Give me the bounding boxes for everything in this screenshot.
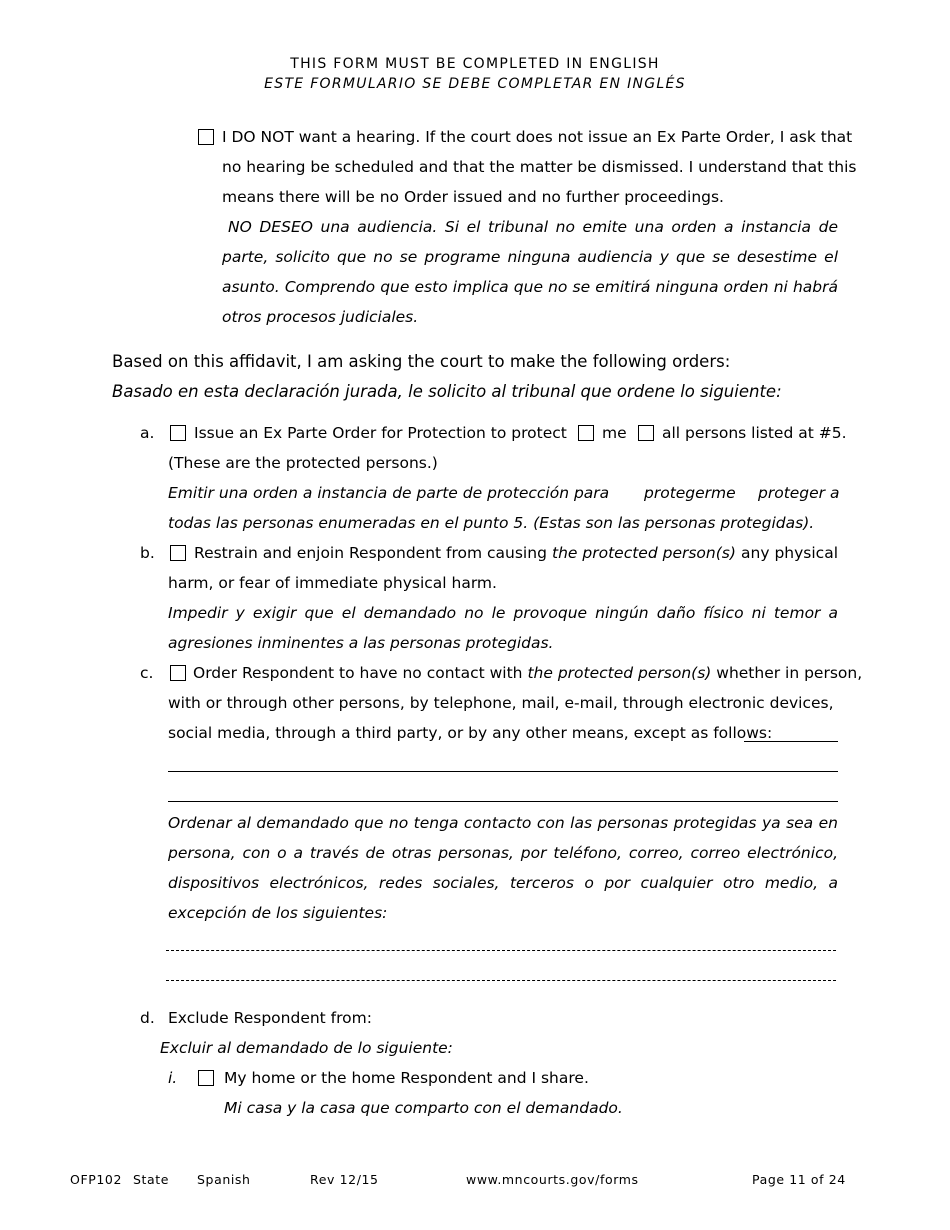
- item-c-es-2: persona, con o a través de otras personas, por teléfono, correo, correo electrónico,: [168, 844, 838, 862]
- header-english: THIS FORM MUST BE COMPLETED IN ENGLISH: [290, 56, 660, 72]
- item-c-es-3: dispositivos electrónicos, redes sociales, terceros o por cualquier otro medio, a: [168, 874, 838, 892]
- no-hearing-en-1: I DO NOT want a hearing. If the court does not issue an Ex Parte Order, I ask that: [222, 128, 853, 146]
- item-b-es-1: Impedir y exigir que el demandado no le provoque ningún daño físico ni temor a: [168, 604, 838, 622]
- item-b-en-2: harm, or fear of immediate physical harm.: [168, 574, 497, 592]
- item-c-es-1: Ordenar al demandado que no tenga contacto con las personas protegidas ya sea en: [168, 814, 838, 832]
- item-d-es: Excluir al demandado de lo siguiente:: [160, 1039, 453, 1057]
- footer-url[interactable]: www.mncourts.gov/forms: [466, 1172, 639, 1187]
- item-a-es-1c: proteger a: [758, 484, 840, 502]
- item-d-letter: d.: [140, 1009, 155, 1027]
- item-a-es-1a: Emitir una orden a instancia de parte de protección para: [168, 484, 610, 502]
- item-c-checkbox[interactable]: [170, 665, 186, 681]
- item-b-en-1b: the protected person(s): [552, 544, 736, 562]
- item-d-i-numeral: i.: [168, 1069, 178, 1087]
- item-d-i-es: Mi casa y la casa que comparto con el demandado.: [224, 1099, 623, 1117]
- item-c-en-1: [193, 658, 862, 688]
- item-a-me-checkbox[interactable]: [578, 425, 594, 441]
- item-b-en-1a: Restrain and enjoin Respondent from causing: [194, 544, 547, 562]
- item-d-i-checkbox[interactable]: [198, 1070, 214, 1086]
- item-a-checkbox[interactable]: [170, 425, 186, 441]
- item-c-es-4: excepción de los siguientes:: [168, 904, 388, 922]
- item-c-en-1c: whether in person,: [716, 664, 863, 682]
- item-c-exception-field[interactable]: [744, 741, 838, 742]
- no-hearing-en-2: no hearing be scheduled and that the matter be dismissed. I understand that this: [222, 158, 857, 176]
- item-a-letter: a.: [140, 424, 155, 442]
- item-c-exception-line-2[interactable]: [168, 771, 838, 772]
- footer-page: Page 11 of 24: [752, 1172, 846, 1187]
- item-d-en: Exclude Respondent from:: [168, 1009, 372, 1027]
- no-hearing-es-4: otros procesos judiciales.: [222, 308, 419, 326]
- item-a-me-label: me: [602, 424, 627, 442]
- item-c-en-1a: Order Respondent to have no contact with: [193, 664, 523, 682]
- item-b-en-1c: any physical: [741, 544, 838, 562]
- header-spanish: ESTE FORMULARIO SE DEBE COMPLETAR EN INGLÉS: [264, 76, 686, 92]
- item-b-es-2: agresiones inminentes a las personas protegidas.: [168, 634, 554, 652]
- item-c-exception-line-3[interactable]: [168, 801, 838, 802]
- item-a-es-1b: protegerme: [644, 484, 736, 502]
- footer-language: Spanish: [197, 1172, 251, 1187]
- item-a-all-checkbox[interactable]: [638, 425, 654, 441]
- item-a-text: Issue an Ex Parte Order for Protection to protect: [194, 424, 567, 442]
- item-c-es-line-1[interactable]: [166, 950, 836, 951]
- item-c-en-2: with or through other persons, by telephone, mail, e-mail, through electronic devices,: [168, 694, 834, 712]
- no-hearing-checkbox[interactable]: [198, 129, 214, 145]
- intro-english: Based on this affidavit, I am asking the court to make the following orders:: [112, 352, 731, 371]
- footer-form-id: OFP102: [70, 1172, 123, 1187]
- item-a-es-2: todas las personas enumeradas en el punto 5. (Estas son las personas protegidas).: [168, 514, 815, 532]
- no-hearing-es-1: NO DESEO una audiencia. Si el tribunal no emite una orden a instancia de: [228, 218, 838, 236]
- item-c-en-1b: the protected person(s): [527, 664, 712, 682]
- item-a-all-label: all persons listed at #5.: [662, 424, 847, 442]
- no-hearing-es-3: asunto. Comprendo que esto implica que no se emitirá ninguna orden ni habrá: [222, 278, 838, 296]
- item-b-checkbox[interactable]: [170, 545, 186, 561]
- footer-state: State: [133, 1172, 170, 1187]
- footer-rev: Rev 12/15: [310, 1172, 379, 1187]
- item-c-es-line-2[interactable]: [166, 980, 836, 981]
- item-b-letter: b.: [140, 544, 155, 562]
- no-hearing-en-3: means there will be no Order issued and no further proceedings.: [222, 188, 724, 206]
- intro-spanish: Basado en esta declaración jurada, le solicito al tribunal que ordene lo siguiente:: [112, 382, 782, 401]
- no-hearing-es-2: parte, solicito que no se programe ninguna audiencia y que se desestime el: [222, 248, 838, 266]
- item-d-i-en: My home or the home Respondent and I share.: [224, 1069, 589, 1087]
- item-c-letter: c.: [140, 664, 154, 682]
- item-c-en-3: social media, through a third party, or by any other means, except as follows:: [168, 724, 773, 742]
- item-b-en-1: [194, 538, 838, 568]
- item-a-line2: (These are the protected persons.): [168, 454, 438, 472]
